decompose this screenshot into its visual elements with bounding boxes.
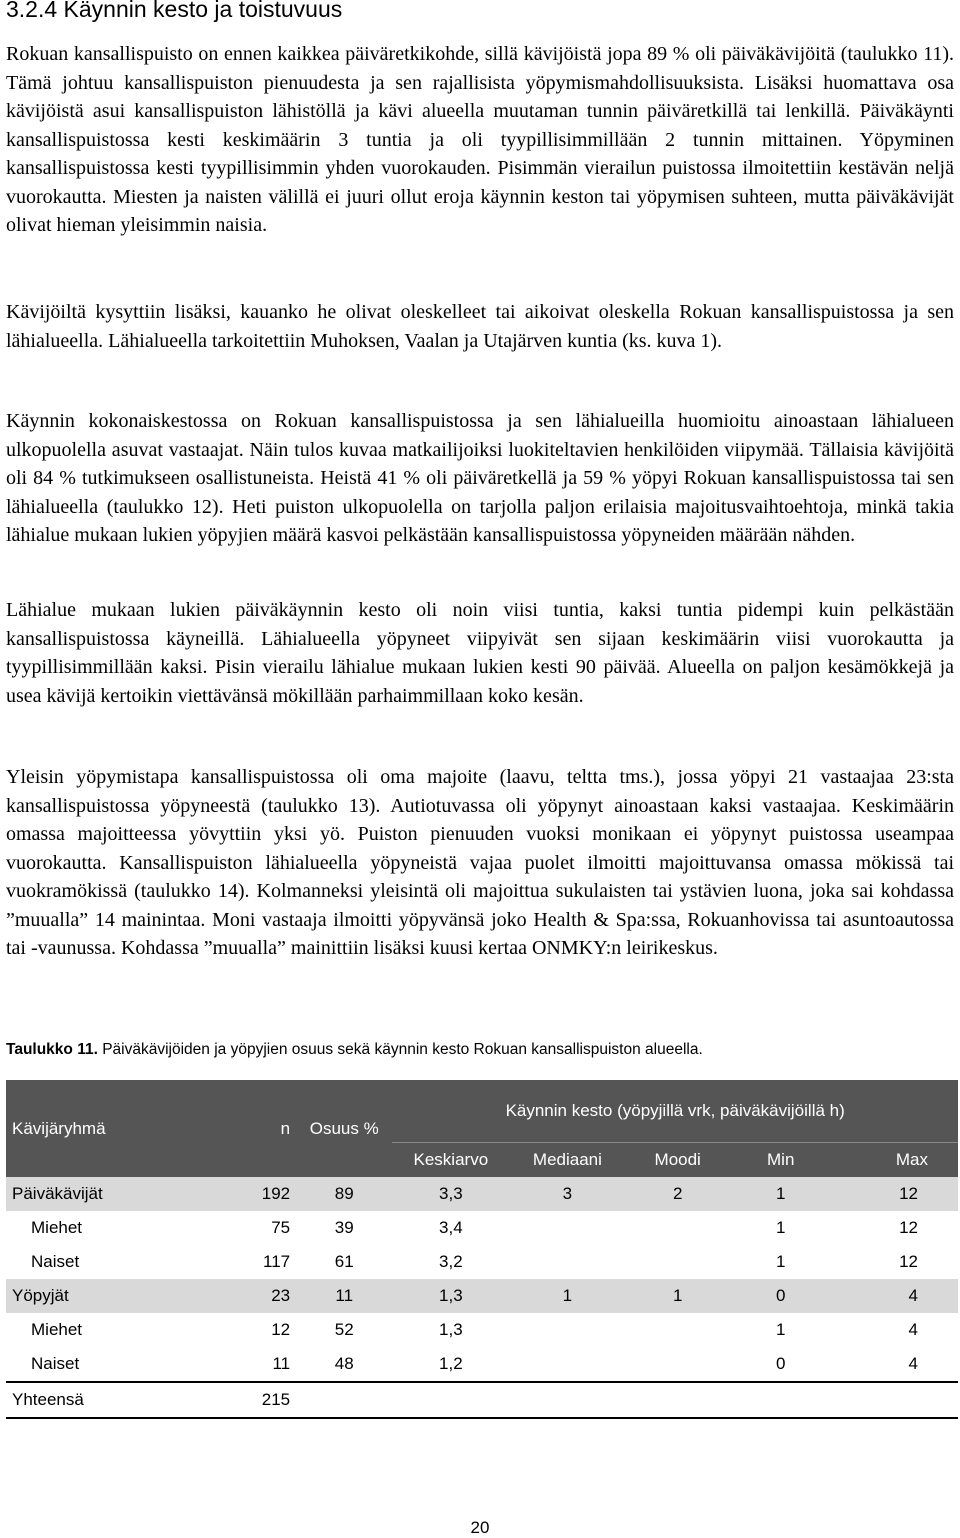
header-duration: Käynnin kesto (yöpyjillä vrk, päiväkävijöillä h) [392,1080,958,1143]
row-label: Yöpyjät [6,1279,229,1313]
row-median [509,1245,625,1279]
paragraph-4: Lähialue mukaan lukien päiväkäynnin kesto oli noin viisi tuntia, kaksi tuntia pidempi kuin pelkästään kansallispuistossa käyneillä. Lähialueella yöpyneet viipyivät sen sijaan keskimäärin viisi vuorokautta ja tyypillisimmillään kaksi. Pisin vierailu lähialue mukaan lukien kesti 90 päivää. Alueella on paljon kesämökkejä ja usea kävijä kertoikin viettävänsä mökillään parhaimmillaan koko kesän. [6,599,954,707]
row-label: Naiset [31,1252,80,1271]
row-median [509,1211,625,1245]
total-empty [626,1382,730,1418]
header-group: Kävijäryhmä [12,1118,106,1138]
header-median: Mediaani [532,1150,602,1169]
table-total-row [6,1382,958,1418]
row-mean: 1,2 [392,1347,509,1382]
row-label: Naiset [6,1347,229,1382]
total-n: 215 [229,1382,297,1418]
table-caption-label: Taulukko 11. [6,1041,98,1058]
row-median [509,1313,625,1347]
row-mean: 3,4 [439,1218,463,1237]
paragraph-3: Käynnin kokonaiskestossa on Rokuan kansallispuistossa ja sen lähialueilla huomioitu ainoastaan lähialueen ulkopuolella asuvat vastaajat. Näin tulos kuvaa matkailijoiksi luokiteltavien henkilöiden viipymää. Tällaisia kävijöitä oli 84 % tutkimukseen osallistuneista. Heistä 41 % oli päiväretkellä ja 59 % yöpyi Rokuan kansallispuistossa tai sen lähialueella (taulukko 12). Heti puiston ulkopuolella on tarjolla paljon erilaisia majoitusvaihtoehtoja, minkä takia lähialue mukaan lukien yöpyjien määrä kasvoi pelkästään kansallispuistossa yöpyneiden määrään nähden. [6,410,954,546]
row-mode: 1 [626,1279,730,1313]
header-share-label: Osuus % [309,1118,379,1138]
row-min: 1 [730,1177,832,1211]
row-label: Miehet [31,1218,83,1237]
row-mode: 2 [626,1177,730,1211]
row-median: 1 [509,1279,625,1313]
row-n: 11 [229,1347,297,1382]
row-mode [626,1313,730,1347]
row-mean: 1,3 [439,1320,463,1339]
row-median [509,1347,625,1382]
row-share: 89 [296,1177,392,1211]
row-n: 12 [271,1320,291,1339]
row-min: 1 [775,1252,786,1271]
row-mode [626,1211,730,1245]
table-row [6,1211,958,1245]
row-n: 117 [263,1252,291,1271]
row-share: 61 [334,1252,354,1271]
total-empty [392,1382,509,1418]
row-min: 1 [775,1320,786,1339]
table-header-row [6,1080,958,1143]
row-share: 39 [334,1218,354,1237]
header-n: n [280,1118,291,1138]
table-row [6,1177,958,1211]
row-mode [626,1347,730,1382]
table-row [6,1279,958,1313]
paragraph-5: Yleisin yöpymistapa kansallispuistossa oli oma majoite (laavu, teltta tms.), jossa yöpyi 21 vastaajaa 23:sta kansallispuistossa yöpyneestä (taulukko 13). Autiotuvassa oli yöpynyt ainoastaan kaksi vastaajaa. Keskimäärin omassa majoitteessa yövyttiin yksi yö. Puiston pienuuden vuoksi monikaan ei yöpynyt puistossa useampaa vuorokautta. Kansallispuiston lähialueella yöpyneistä vajaa puolet ilmoitti majoittuvansa omassa mökissä tai vuokramökissä (taulukko 14). Kolmanneksi yleisintä oli majoittua sukulaisten tai ystävien luona, joka sai kohdassa ”muualla” 14 mainintaa. Moni vastaaja ilmoitti yöpyvänsä joko Health & Spa:ssa, Rokuanhovissa tai asuntoautossa tai -vaunussa. Kohdassa ”muualla” mainittiin lisäksi kuusi kertaa ONMKY:n leirikeskus. [6,766,954,959]
row-min: 1 [775,1218,786,1237]
row-share: 48 [296,1347,392,1382]
header-min: Min [767,1150,795,1169]
row-n: 75 [271,1218,291,1237]
row-max: 4 [832,1347,958,1382]
row-share: 11 [296,1279,392,1313]
row-mean: 1,3 [392,1279,509,1313]
table-row [6,1313,958,1347]
row-n: 192 [229,1177,297,1211]
row-n: 23 [229,1279,297,1313]
total-empty [730,1382,832,1418]
row-min: 0 [730,1279,832,1313]
total-empty [832,1382,958,1418]
page-number: 20 [470,1518,490,1537]
paragraph-2: Kävijöiltä kysyttiin lisäksi, kauanko he olivat oleskelleet tai aikoivat oleskella Rokuan kansallispuistossa ja sen lähialueella. Lähialueella tarkoitettiin Muhoksen, Vaalan ja Utajärven kuntia (ks. kuva 1). [6,301,954,352]
row-median: 3 [509,1177,625,1211]
row-label: Päiväkävijät [6,1177,229,1211]
header-share [296,1080,392,1177]
header-mean: Keskiarvo [413,1150,489,1169]
row-max: 12 [899,1218,918,1237]
row-max: 12 [832,1177,958,1211]
total-label: Yhteensä [6,1382,229,1418]
visitor-duration-table [6,1080,958,1419]
row-max: 4 [908,1320,918,1339]
row-mean: 3,2 [439,1252,463,1271]
row-label: Miehet [31,1320,83,1339]
row-max: 12 [899,1252,918,1271]
table-caption-text: Päiväkävijöiden ja yöpyjien osuus sekä käynnin kesto Rokuan kansallispuiston alueella. [97,1041,703,1058]
row-share: 52 [334,1320,354,1339]
row-min: 0 [730,1347,832,1382]
table-row [6,1245,958,1279]
table-row [6,1347,958,1382]
header-mode: Moodi [654,1150,701,1169]
section-title: 3.2.4 Käynnin kesto ja toistuvuus [6,0,343,22]
header-max: Max [895,1150,928,1169]
total-empty [509,1382,625,1418]
row-mode [626,1245,730,1279]
paragraph-1: Rokuan kansallispuisto on ennen kaikkea päiväretkikohde, sillä kävijöistä jopa 89 % oli päiväkävijöitä (taulukko 11). Tämä johtuu kansallispuiston pienuudesta ja sen rajallisista yöpymismahdollisuuksista. Lisäksi huomattava osa kävijöistä asui kansallispuiston lähistöllä ja kävi alueella muutaman tunnin päiväretkillä tai lenkillä. Päiväkäynti kansallispuistossa kesti keskimäärin 3 tuntia ja oli tyypillisimmillään 2 tunnin mittainen. Yöpyminen kansallispuistossa kesti tyypillisimmin yhden vuorokauden. Pisimmän vierailun puistossa ilmoitettiin kestävän neljä vuorokautta. Miesten ja naisten välillä ei juuri ollut eroja käynnin keston tai yöpymisen suhteen, mutta päiväkävijät olivat hieman yleisimmin naisia. [6,43,954,236]
row-max: 4 [832,1279,958,1313]
total-empty [296,1382,392,1418]
table-caption [6,1041,703,1059]
row-mean: 3,3 [392,1177,509,1211]
